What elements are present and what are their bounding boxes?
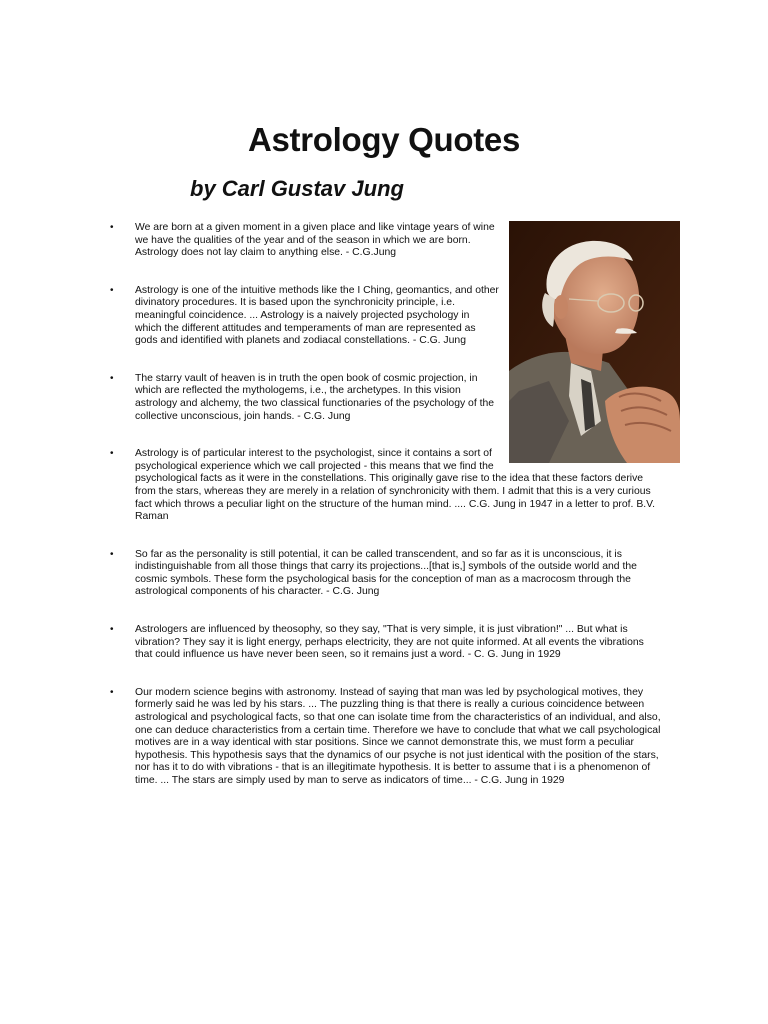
quote-line: The starry vault of heaven is in truth the open book of cosmic projection, in [135,372,478,384]
quote-line: psychological experience which we call projected - this means that we find the [135,460,494,472]
quote-list [0,222,768,813]
quote-line: gods and identified with planets and zodiacal constellations. - C.G. Jung [135,335,466,347]
quote-line: nor has it to do with vibrations - that is an illegitimate hypothesis. It is better to assume that i is a phenomenon of [135,762,651,774]
quote-line: We are born at a given moment in a given place and like vintage years of wine [135,222,495,233]
quote-line: indistinguishable from all those things that carry its projections...[that is,] symbols of the outside world and the [135,561,637,573]
quote-line: Our modern science begins with astronomy. Instead of saying that man was led by psychological motives, they [135,686,644,698]
quote-line: time. ... The stars are simply used by man to serve as indicators of time... - C.G. Jung in 1929 [135,775,565,786]
quote-item [0,285,511,348]
quote-line: Astrologers are influenced by theosophy, so they say, "That is very simple, it is just vibration!" ... But what is [135,624,628,636]
bullet-icon: • [110,686,114,698]
quote-item [0,624,675,662]
quote-line: formerly said he was led by his stars. ... The puzzling thing is that there is really a curious coincidence between [135,699,645,711]
bullet-icon: • [110,372,114,384]
quote-line: which are reflected the mythologems, i.e., the archetypes. In this vision [135,385,461,397]
quote-line: hypothesis. This hypothesis says that the dynamics of our psyche is not just identical with the position of the stars, [135,749,659,761]
quote-item [0,448,675,524]
quote-line: that could influence us have never been seen, so it remains just a word. - C. G. Jung in 1929 [135,649,561,661]
quote-line: astrological and psychological facts, so that one can isolate time from the characteristics of an individual, and also, [135,712,661,724]
quote-item [0,549,675,599]
quote-line: Raman [135,511,169,523]
quote-line: cosmic symbols. These form the psychological basis for the conception of man as a macrocosm through the [135,573,631,585]
quote-line: vibration? They say it is light energy, perhaps electricity, they are not quite informed. At all events the vibrations [135,636,644,648]
quote-line: motives are in a way identical with star positions. Since we cannot demonstrate this, we must form a peculiar [135,737,634,749]
quote-line: from the stars, whereas they are merely in a relation of synchronicity with them. I admit that this is a very curious [135,485,651,497]
page-subtitle: by Carl Gustav Jung [190,176,404,201]
page-title: Astrology Quotes [247,121,521,158]
quote-line: fact which throws a peculiar light on the structure of the human mind. .... C.G. Jung in 1947 in a letter to prof. B.V. [135,498,655,510]
quote-line: psychological facts as it were in the constellations. This originally gave rise to the idea that these factors derive [135,473,644,485]
quote-line: one can deduce characteristics from a certain time. Therefore we have to conclude that what we call psychological [135,724,661,736]
bullet-icon: • [110,448,114,460]
quote-item [0,222,511,260]
quote-item [0,373,511,423]
quote-line: we have the qualities of the year and of the season in which we are born. [135,234,471,246]
bullet-icon: • [110,222,114,233]
bullet-icon: • [110,284,114,296]
quote-line: astrological components of his character. - C.G. Jung [135,586,380,598]
quote-line: divinatory procedures. It is based upon the synchronicity principle, i.e. [135,297,455,309]
quote-line: collective unconscious, join hands. - C.G. Jung [135,410,351,422]
quote-line: which the different attitudes and temperaments of man are represented as [135,322,476,334]
quote-line: meaningful coincidence. ... Astrology is a naively projected psychology in [135,309,470,321]
quote-line: astrology and alchemy, the two classical functionaries of the psychology of the [135,397,495,409]
quote-line: Astrology does not lay claim to anything else. - C.G.Jung [135,247,397,259]
bullet-icon: • [110,548,114,560]
quote-line: So far as the personality is still potential, it can be called transcendent, and so far as it is unconscious, it is [135,548,622,560]
quote-line: Astrology is one of the intuitive methods like the I Ching, geomantics, and other [135,284,499,296]
bullet-icon: • [110,624,114,636]
quote-line: Astrology is of particular interest to the psychologist, since it contains a sort of [135,448,492,460]
quote-item [0,687,675,788]
